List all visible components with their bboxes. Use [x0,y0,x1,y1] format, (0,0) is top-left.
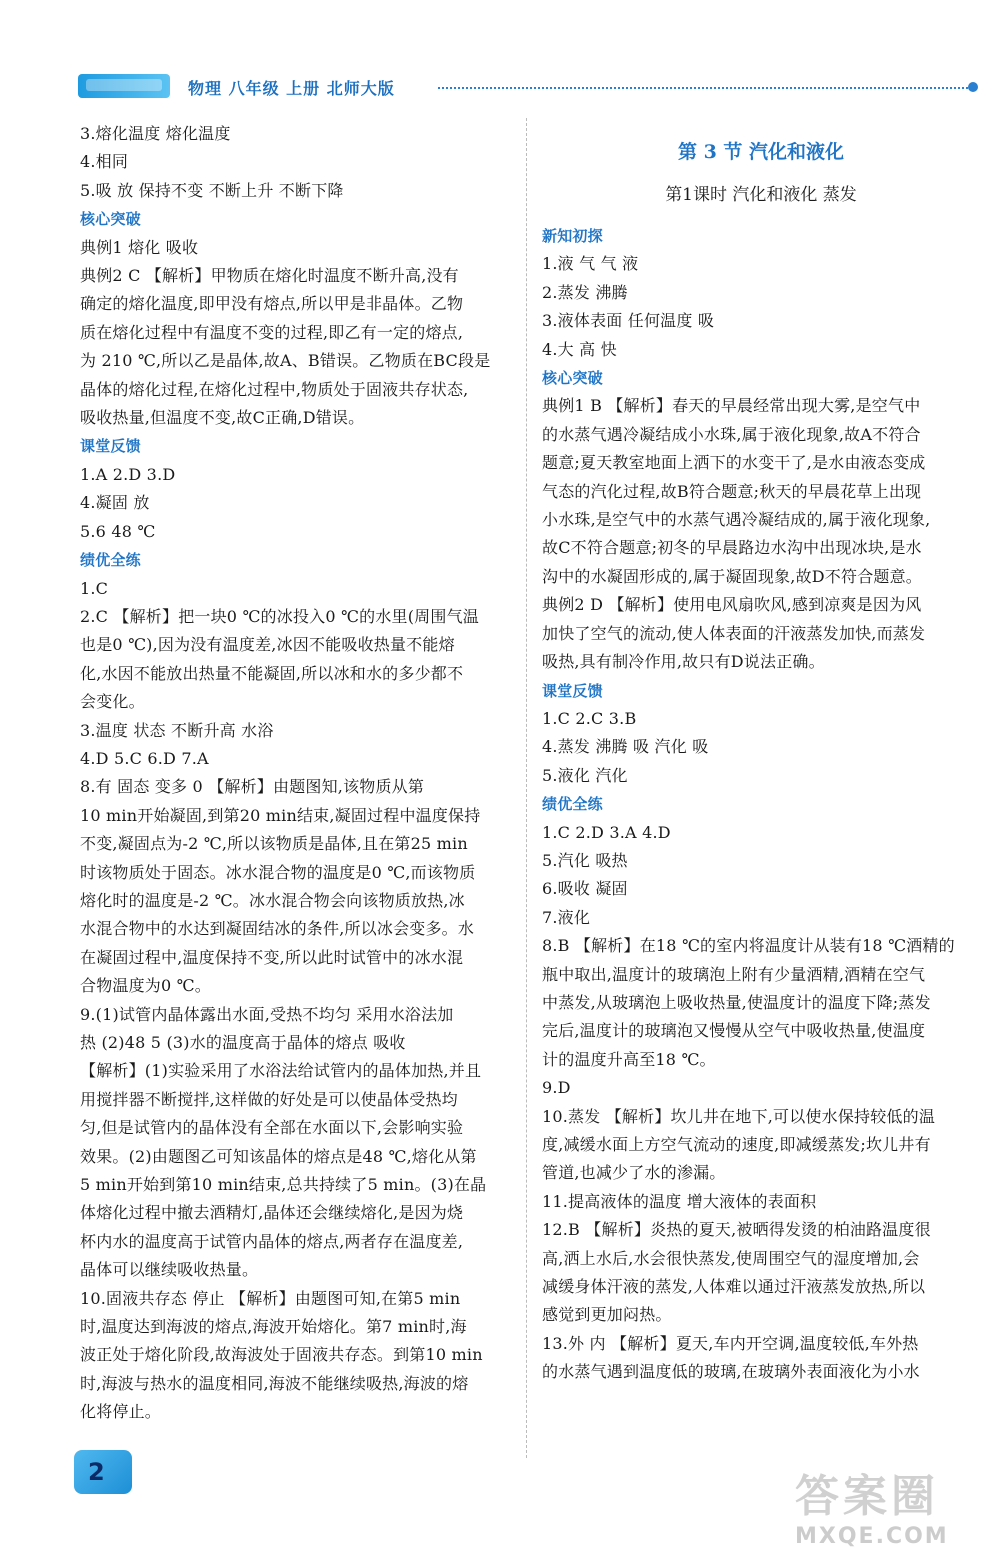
answer-line: 【解析】(1)实验采用了水浴法给试管内的晶体加热,并且 [80,1061,482,1081]
answer-line: 典例2 C 【解析】甲物质在熔化时温度不断升高,没有 [80,266,459,286]
answer-line: 时,海波与热水的温度相同,海波不能继续吸热,海波的熔 [80,1373,469,1393]
answer-line: 4.大 高 快 [542,339,617,359]
answer-line: 12.B 【解析】炎热的夏天,被晒得发烫的柏油路温度很 [542,1220,931,1240]
answer-line: 熔化时的温度是-2 ℃。冰水混合物会向该物质放热,冰 [80,890,465,910]
lesson-title: 第1课时 汽化和液化 蒸发 [665,185,857,205]
section-heading: 课堂反馈 [542,681,603,700]
answer-line: 4.蒸发 沸腾 吸 汽化 吸 [542,737,709,757]
page-number: 2 [88,1458,105,1486]
answer-line: 热 (2)48 5 (3)水的温度高于晶体的熔点 吸收 [80,1033,406,1052]
page-header [78,72,978,102]
answer-line: 2.蒸发 沸腾 [542,282,628,302]
answer-line: 典例2 D 【解析】使用电风扇吹风,感到凉爽是因为风 [542,595,922,615]
answer-line: 加快了空气的流动,使人体表面的汗液蒸发加快,而蒸发 [542,623,926,643]
answer-line: 吸热,具有制冷作用,故只有D说法正确。 [542,652,825,672]
answer-line: 吸收热量,但温度不变,故C正确,D错误。 [80,408,365,428]
right-answer-list [542,222,980,1387]
answer-line: 合物温度为0 ℃。 [80,976,211,996]
answer-line: 10 min开始凝固,到第20 min结束,凝固过程中温度保持 [80,805,481,825]
answer-line: 典例1 B 【解析】春天的早晨经常出现大雾,是空气中 [542,396,921,416]
answer-line: 高,洒上水后,水会很快蒸发,使周围空气的湿度增加,会 [542,1248,920,1268]
answer-line: 5.6 48 ℃ [80,521,156,541]
answer-line: 9.(1)试管内晶体露出水面,受热不均匀 采用水浴法加 [80,1004,454,1024]
section-heading: 新知初探 [542,227,603,245]
answer-line: 管道,也减少了水的渗漏。 [542,1163,726,1183]
column-divider [526,118,527,1458]
answer-line: 7.液化 [542,907,591,927]
section-title: 第 3 节 汽化和液化 [677,141,845,163]
answer-line: 5.液化 汽化 [542,765,628,785]
answer-line: 6.吸收 凝固 [542,879,628,899]
left-column [80,120,510,1427]
answer-line: 5.吸 放 保持不变 不断上升 不断下降 [80,180,344,200]
answer-line: 瓶中取出,温度计的玻璃泡上附有少量酒精,酒精在空气 [542,964,926,984]
answer-line: 3.温度 状态 不断升高 水浴 [80,720,274,740]
answer-line: 也是0 ℃),因为没有温度差,冰因不能吸收热量不能熔 [80,635,455,655]
answer-line: 计的温度升高至18 ℃。 [542,1049,716,1069]
answer-line: 5.汽化 吸热 [542,850,628,870]
page-number-badge [74,1450,132,1494]
answer-line: 为 210 ℃,所以乙是晶体,故A、B错误。乙物质在BC段是 [80,351,491,371]
answer-line: 1.液 气 气 液 [542,254,639,274]
answer-line: 完后,温度计的玻璃泡又慢慢从空气中吸收热量,使温度 [542,1021,926,1041]
answer-line: 质在熔化过程中有温度不变的过程,即乙有一定的熔点, [80,322,464,342]
answer-line: 水混合物中的水达到凝固结冰的条件,所以冰会变多。水 [80,919,475,939]
answer-line: 感觉到更加闷热。 [542,1305,672,1325]
answer-line: 8.有 固态 变多 0 【解析】由题图知,该物质从第 [80,777,425,797]
watermark-logo: 答案圈 [795,1471,939,1522]
answer-line: 不变,凝固点为-2 ℃,所以该物质是晶体,且在第25 min [80,834,468,854]
answer-line: 体熔化过程中撤去酒精灯,晶体还会继续熔化,是因为烧 [80,1203,464,1223]
answer-line: 1.A 2.D 3.D [80,464,176,484]
right-column [542,120,980,1387]
answer-line: 13.外 内 【解析】夏天,车内开空调,温度较低,车外热 [542,1333,919,1353]
answer-line: 匀,但是试管内的晶体没有全部在水面以下,会影响实验 [80,1118,464,1138]
answer-line: 减缓身体汗液的蒸发,人体难以通过汗液蒸发放热,所以 [542,1277,926,1297]
answer-line: 小水珠,是空气中的水蒸气遇冷凝结成的,属于液化现象, [542,510,931,530]
answer-line: 4.D 5.C 6.D 7.A [80,748,209,768]
header-title: 物理 八年级 上册 北师大版 [188,79,395,98]
answer-line: 1.C 2.D 3.A 4.D [542,822,671,842]
answer-line: 晶体可以继续吸收热量。 [80,1260,259,1280]
answer-line: 杯内水的温度高于试管内晶体的熔点,两者存在温度差, [80,1231,464,1251]
answer-line: 时,温度达到海波的熔点,海波开始熔化。第7 min时,海 [80,1317,467,1337]
answer-line: 在凝固过程中,温度保持不变,所以此时试管中的冰水混 [80,947,464,967]
header-dot-icon [968,82,978,92]
answer-line: 题意;夏天教室地面上洒下的水变干了,是水由液态变成 [542,453,926,473]
answer-line: 度,减缓水面上方空气流动的速度,即减缓蒸发;坎儿井有 [542,1135,931,1154]
answer-line: 的水蒸气遇到温度低的玻璃,在玻璃外表面液化为小水 [542,1362,920,1382]
answer-line: 10.蒸发 【解析】坎儿井在地下,可以使水保持较低的温 [542,1106,936,1126]
answer-line: 用搅拌器不断搅拌,这样做的好处是可以使晶体受热均 [80,1089,458,1109]
answer-line: 化,水因不能放出热量不能凝固,所以冰和水的多少都不 [80,663,464,683]
answer-line: 的水蒸气遇冷凝结成小水珠,属于液化现象,故A不符合 [542,424,921,444]
answer-line: 中蒸发,从玻璃泡上吸收热量,使温度计的温度下降;蒸发 [542,992,931,1012]
answer-line: 1.C 2.C 3.B [542,708,637,728]
watermark-site: MXQE.COM [795,1524,949,1549]
answer-line: 波正处于熔化阶段,故海波处于固液共存态。到第10 min [80,1345,483,1365]
answer-line: 3.液体表面 任何温度 吸 [542,311,715,331]
answer-line: 确定的熔化温度,即甲没有熔点,所以甲是非晶体。乙物 [80,294,464,314]
header-dotted-rule [438,87,968,89]
answer-line: 10.固液共存态 停止 【解析】由题图可知,在第5 min [80,1288,461,1308]
answer-line: 典例1 熔化 吸收 [80,237,199,257]
answer-line: 3.熔化温度 熔化温度 [80,124,231,143]
section-heading: 核心突破 [80,210,141,229]
answer-line: 时该物质处于固态。冰水混合物的温度是0 ℃,而该物质 [80,862,476,882]
answer-line: 8.B 【解析】在18 ℃的室内将温度计从装有18 ℃酒精的 [542,936,955,956]
answer-line: 4.凝固 放 [80,493,150,513]
series-logo [78,74,170,98]
section-heading: 课堂反馈 [80,437,141,456]
answer-line: 4.相同 [80,152,129,172]
section-heading: 绩优全练 [542,795,603,814]
section-heading: 核心突破 [542,369,603,388]
answer-line: 11.提高液体的温度 增大液体的表面积 [542,1191,817,1211]
answer-line: 化将停止。 [80,1402,162,1422]
section-heading: 绩优全练 [80,551,141,570]
answer-line: 2.C 【解析】把一块0 ℃的冰投入0 ℃的水里(周围气温 [80,606,479,626]
answer-line: 沟中的水凝固形成的,属于凝固现象,故D不符合题意。 [542,566,923,586]
answer-line: 故C不符合题意;初冬的早晨路边水沟中出现冰块,是水 [542,538,922,558]
answer-line: 会变化。 [80,692,145,712]
answer-line: 晶体的熔化过程,在熔化过程中,物质处于固液共存状态, [80,379,469,399]
answer-line: 效果。(2)由题图乙可知该晶体的熔点是48 ℃,熔化从第 [80,1146,477,1166]
watermark [795,1460,985,1549]
answer-line: 1.C [80,578,109,598]
answer-line: 气态的汽化过程,故B符合题意;秋天的早晨花草上出现 [542,481,922,501]
answer-line: 9.D [542,1078,571,1098]
answer-line: 5 min开始到第10 min结束,总共持续了5 min。(3)在晶 [80,1175,487,1195]
